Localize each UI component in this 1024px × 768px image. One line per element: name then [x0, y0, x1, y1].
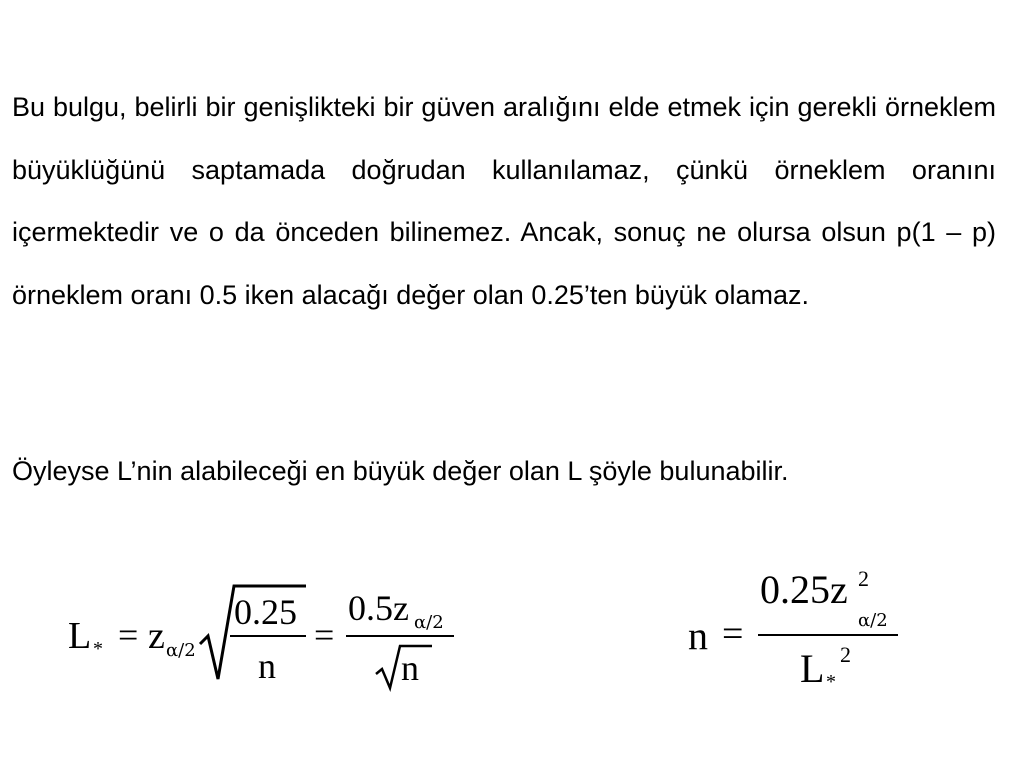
formula-frac2-numerator-subscript: α/2 [414, 612, 444, 633]
formula-frac2-numerator: 0.5z [348, 588, 409, 628]
formula-fraction-bar [758, 634, 898, 636]
formula-denominator-subscript: * [826, 671, 836, 693]
paragraph-conclusion: Öyleyse L’nin alabileceği en büyük değer olan L şöyle bulunabilir. [12, 456, 789, 486]
formula-denominator-superscript: 2 [840, 642, 851, 667]
paragraph-explanation: Bu bulgu, belirli bir genişlikteki bir güven aralığını elde etmek için gerekli örneklem büyüklüğünü saptamada doğrudan kullanılamaz, çünkü örneklem oranını içermektedir ve o da önceden bilinemez. Ancak, sonuç ne olursa olsun p(1 – p) örneklem oranı 0.5 iken alacağı değer olan 0.25’ten büyük olamaz. [12, 92, 996, 310]
formula-numerator: 0.25z [760, 567, 848, 612]
formula-n-symbol: n [688, 613, 708, 658]
formula-numerator-subscript: α/2 [858, 610, 888, 631]
formula-frac1-numerator: 0.25 [234, 592, 297, 632]
formula-denominator: L [800, 646, 825, 691]
formula-numerator-superscript: 2 [858, 566, 869, 591]
formula-frac2-denominator: n [401, 648, 419, 688]
formula-z-subscript: α/2 [166, 640, 196, 661]
formula-L-symbol: L [68, 615, 92, 657]
formula-equals: = [722, 613, 744, 655]
formula-equals-1: = [118, 615, 139, 655]
formula-frac1-denominator: n [258, 646, 276, 686]
formula-equals-2: = [314, 615, 335, 655]
formula-z-symbol: z [148, 615, 165, 657]
formula-L-subscript: * [93, 638, 103, 660]
